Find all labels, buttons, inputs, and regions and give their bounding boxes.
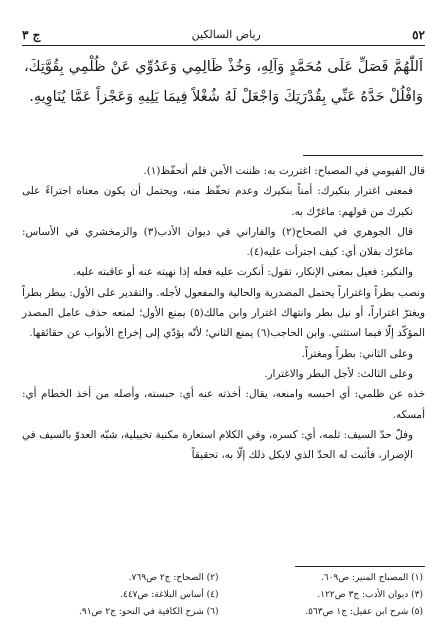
footnote: (٣) ديوان الأدب: ج٣ ص١٢٢. (317, 590, 423, 600)
volume-number: ج ٣ (22, 28, 41, 42)
commentary-paragraph: قال الفيومي في المصباح: اغتررت به: ظننت الأمن فلم أتحفّظ(١). (143, 165, 425, 177)
commentary-paragraph: وعلى الثاني: بطراً ومغتراً. (301, 347, 413, 360)
footnote: (٦) شرح الكافية في النحو: ج٢ ص٩١. (79, 607, 219, 617)
commentary (22, 161, 425, 465)
commentary-paragraph: خذه عن ظلمي: أي احبسه وامنعه، يقال: أخذته عنه أي: حبسته، وأصله من أخذ الخطام أي: أمسكه. (22, 388, 425, 421)
commentary-paragraph: وفلّ حدّ السيف: ثلمه، أي: كسره، وفي الكلام استعارة مكنية تخييلية، شبّه العدوّ بالسيف في الإضرار، فأثبت له الحدّ الذي لايكل ذلك إلّا به، تحقيقاً (22, 428, 413, 462)
footnotes (24, 572, 423, 619)
commentary-paragraph: فمعنى اغترار بنكيرك: أمناً بنكيرك وعدم تحفّظ منه، ويحتمل أن يكون معناه اجتراءً على نكيرك من قولهم: ماغرّك به. (22, 185, 413, 218)
book-title: رياض السالكين (191, 28, 261, 41)
footnote: (١) المصباح المنير: ص٦٠٩. (320, 573, 423, 583)
commentary-paragraph: والنكير: فعيل بمعنى الإنكار، تقول: أنكرت عليه فعله إذا نهيته عنه أو عاقبته عليه. (72, 266, 413, 279)
footnote: (٢) الصحاح: ج٢ ص٧٦٩. (128, 573, 219, 583)
text-divider (303, 155, 423, 156)
footnote: (٤) أساس البلاغة: ص٤٤٧. (120, 590, 219, 600)
commentary-paragraph: ونصب بطراً واغتراراً يحتمل المصدرية والحالية والمفعول لأجله. والتقدير على الأول: يبطر بطراً ويغترّ اغتراراً، أو نيل بطر وانتهاك اغترار وابن مالك(٥) يمنع الأول؛ لمنعه حذف عامل المصدر المؤكّد إلّا فيما استثني. وابن الحاجب(٦) يمنع الثاني؛ لأنّه يؤدّي إلى إخراج الأبواب عن حقائقها. (22, 286, 425, 340)
page-header (22, 20, 425, 46)
commentary-paragraph: وعلى الثالث: لأجل البطر والاغترار. (264, 367, 413, 380)
footnote: (٥) شرح ابن عقيل: ج١ ص٥٦٣. (305, 607, 423, 617)
commentary-paragraph: قال الجوهري في الصحاح(٢) والفاراني في ديوان الأدب(٣) والزمخشري في الأساس: ماغرّك بفلان أي: كيف اجترأت عليه(٤). (22, 225, 414, 259)
supplication-text: اَللّٰهُمَّ فَصَلِّ عَلَى مُحَمَّدٍ وَآلِهِ، وَخُذْ ظَالِمِي وَعَدُوِّي عَنْ ظُلْمِي بِقُوَّتِكَ، وَافْلُلْ حَدَّهُ عَنِّي بِقُدْرَتِكَ وَاجْعَلْ لَهُ شُغْلاً فِيمَا يَلِيهِ وَعَجْزاً عَمَّا يُنَاوِيهِ. (24, 59, 423, 105)
page-number: ٥٢ (412, 28, 425, 42)
footnote-divider (295, 566, 425, 567)
